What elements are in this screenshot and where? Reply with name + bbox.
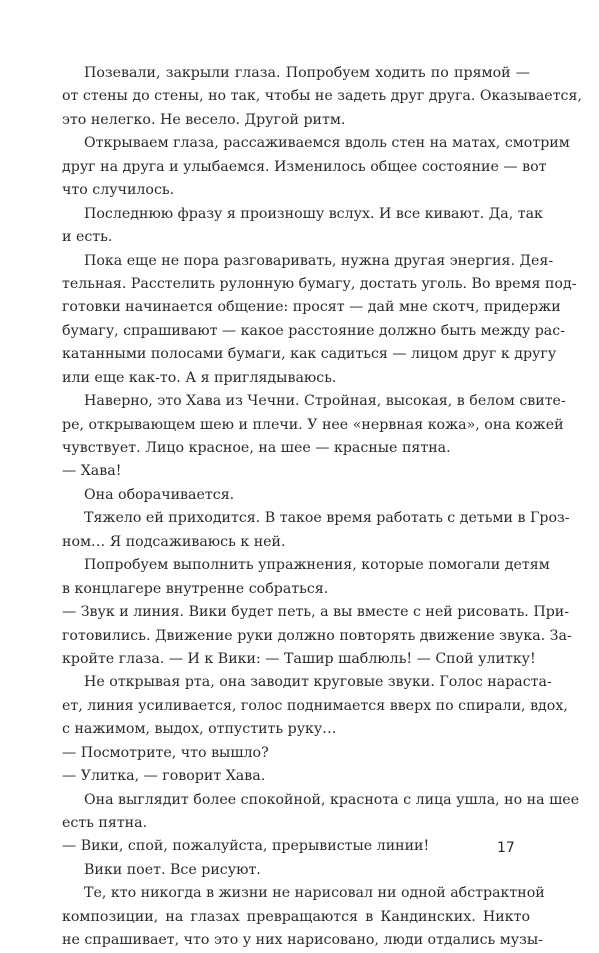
text-line: Наверно, это Хава из Чечни. Стройная, высокая, в белом свите- (84, 393, 566, 410)
body-text (62, 62, 582, 953)
text-line: и есть. (62, 229, 113, 246)
text-line: Те, кто никогда в жизни не нарисовал ни одной абстрактной (84, 885, 545, 902)
text-line: композиции, на глазах превращаются в Кандинских. Никто (62, 908, 530, 925)
text-line: катанными полосами бумаги, как садиться — лицом друг к другу (62, 346, 557, 363)
text-line: — Вики, спой, пожалуйста, прерывистые линии! (62, 838, 430, 855)
text-line: Попробуем выполнить упражнения, которые помогали детям (84, 557, 550, 574)
text-line: Пока еще не пора разговаривать, нужна другая энергия. Дея- (84, 252, 554, 269)
text-line: ре, открывающем шею и плечи. У нее «нервная кожа», она кожей (62, 416, 564, 433)
text-line: — Улитка, — говорит Хава. (62, 768, 266, 785)
text-line: это нелегко. Не весело. Другой ритм. (62, 111, 346, 128)
text-line: Она оборачивается. (84, 486, 235, 503)
text-line: друг на друга и улыбаемся. Изменилось общее состояние — вот (62, 158, 547, 175)
text-line: — Звук и линия. Вики будет петь, а вы вместе с ней рисовать. При- (62, 604, 570, 621)
text-line: ет, линия усиливается, голос поднимается вверх по спирали, вдох, (62, 697, 568, 714)
text-line: или еще как-то. А я приглядываюсь. (62, 369, 337, 386)
text-line: готовки начинается общение: просят — дай мне скотч, придержи (62, 299, 561, 316)
text-line: чувствует. Лицо красное, на шее — красные пятна. (62, 440, 451, 456)
text-line: кройте глаза. — И к Вики: — Ташир шаблюль! — Спой улитку! (62, 650, 536, 667)
text-line: Она выглядит более спокойной, краснота с лица ушла, но на шее (84, 791, 580, 808)
text-line: Последнюю фразу я произношу вслух. И все кивают. Да, так (84, 205, 543, 222)
page-number: 17 (497, 840, 515, 856)
text-line: не спрашивает, что это у них нарисовано, люди отдались музы- (62, 932, 543, 949)
text-line: Вики поет. Все рисуют. (84, 861, 261, 878)
text-line: — Хава! (62, 463, 122, 480)
text-line: в концлагере внутренне собраться. (62, 580, 329, 597)
text-line: Позевали, закрыли глаза. Попробуем ходить по прямой — (84, 65, 530, 81)
text-line: бумагу, спрашивают — какое расстояние должно быть между рас- (62, 322, 565, 339)
text-line: с нажимом, выдох, отпустить руку… (62, 721, 337, 738)
text-line: что случилось. (62, 182, 175, 199)
text-line: тельная. Расстелить рулонную бумагу, достать уголь. Во время под- (62, 275, 577, 292)
text-line: ном… Я подсаживаюсь к ней. (62, 533, 286, 550)
text-line: готовились. Движение руки должно повторять движение звука. За- (62, 627, 572, 644)
text-line: Открываем глаза, рассаживаемся вдоль стен на матах, смотрим (84, 135, 570, 152)
text-line: есть пятна. (62, 815, 148, 831)
text-line: — Посмотрите, что вышло? (62, 744, 269, 761)
text-line: от стены до стены, но так, чтобы не задеть друг друга. Оказывается, (62, 88, 582, 105)
text-line: Тяжело ей приходится. В такое время работать с детьми в Гроз- (84, 510, 570, 527)
text-line: Не открывая рта, она заводит круговые звуки. Голос нараста- (84, 674, 552, 691)
